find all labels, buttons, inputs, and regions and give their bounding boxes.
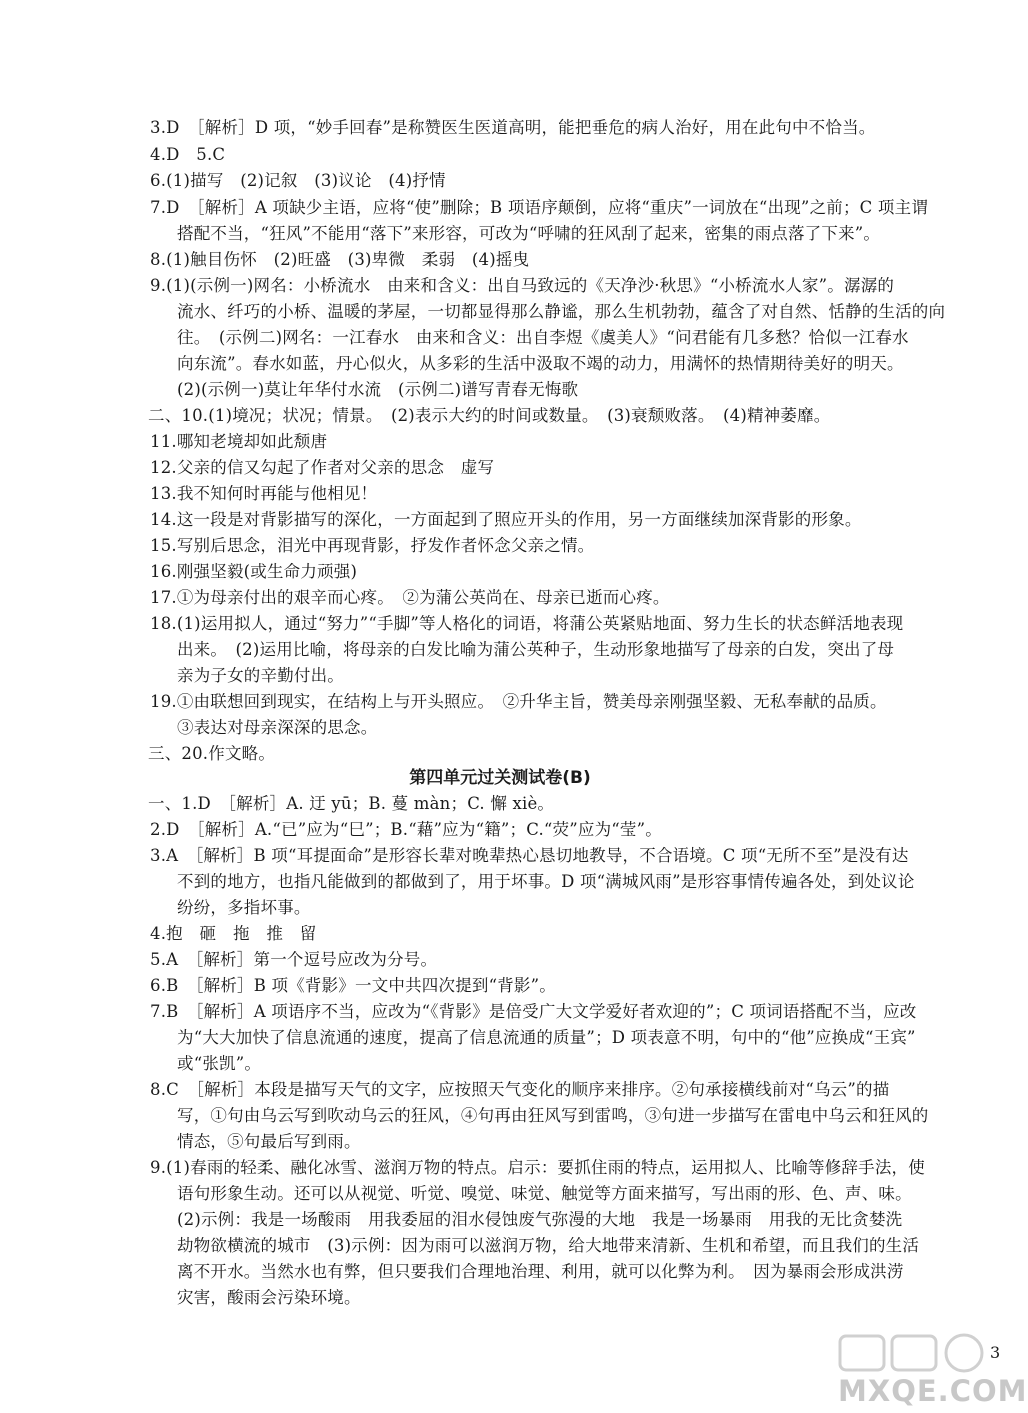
- text-line: 2.D ［解析］A.“已”应为“巳”；B.“藉”应为“籍”；C.“荧”应为“莹”。: [150, 820, 662, 839]
- text-line: 11.哪知老境却如此颓唐: [150, 432, 328, 451]
- text-line: 情态，⑤句最后写到雨。: [177, 1132, 361, 1151]
- text-line: 7.B ［解析］A 项语序不当，应改为“《背影》是倍受广大文学爱好者欢迎的”；C 项词语搭配不当，应改: [150, 1002, 917, 1021]
- text-line: 9.(1)(示例一)网名：小桥流水 由来和含义：出自马致远的《天净沙·秋思》“小桥流水人家”。潺潺的: [150, 276, 895, 295]
- text-line: 出来。 (2)运用比喻，将母亲的白发比喻为蒲公英种子，生动形象地描写了母亲的白发，突出了母: [177, 640, 895, 659]
- text-line: 12.父亲的信又勾起了作者对父亲的思念 虚写: [150, 458, 495, 477]
- text-line: 为“大大加快了信息流通的速度，提高了信息流通的质量”；D 项表意不明，句中的“他”应换成“王宾”: [177, 1028, 916, 1047]
- text-line: 流水、纤巧的小桥、温暖的茅屋，一切都显得那么静谧，那么生机勃勃，蕴含了对自然、恬静的生活的向: [177, 302, 946, 321]
- text-line: 亲为子女的辛勤付出。: [177, 666, 344, 685]
- text-line: 4.抱 砸 拖 推 留: [150, 924, 317, 943]
- text-line: 向东流”。春水如蓝，丹心似火，从多彩的生活中汲取不竭的动力，用满怀的热情期待美好的明天。: [177, 354, 904, 373]
- text-line: 13.我不知何时再能与他相见！: [150, 484, 378, 503]
- text-line: 三、20.作文略。: [148, 744, 276, 763]
- text-line: 4.D 5.C: [150, 145, 226, 164]
- text-line: 14.这一段是对背影描写的深化，一方面起到了照应开头的作用，另一方面继续加深背影的形象。: [150, 510, 862, 529]
- text-line: 19.①由联想回到现实，在结构上与开头照应。 ②升华主旨，赞美母亲刚强坚毅、无私奉献的品质。: [150, 692, 887, 711]
- text-line: 3.A ［解析］B 项“耳提面命”是形容长辈对晚辈热心恳切地教导，不合语境。C 项“无所不至”是没有达: [150, 846, 909, 865]
- text-line: 纷纷，多指坏事。: [177, 898, 311, 917]
- text-line: 6.B ［解析］B 项《背影》一文中共四次提到“背影”。: [150, 976, 556, 995]
- text-line: 8.(1)触目伤怀 (2)旺盛 (3)卑微 柔弱 (4)摇曳: [150, 250, 530, 269]
- text-line: 灾害，酸雨会污染环境。: [177, 1288, 361, 1307]
- section-title: 第四单元过关测试卷(B): [409, 768, 591, 788]
- text-line: 17.①为母亲付出的艰辛而心疼。 ②为蒲公英尚在、母亲已逝而心疼。: [150, 588, 670, 607]
- text-line: 搭配不当，“狂风”不能用“落下”来形容，可改为“呼啸的狂风刮了起来，密集的雨点落了下来”。: [177, 224, 881, 243]
- text-line: 或“张凯”。: [177, 1054, 262, 1073]
- text-line: 往。 (示例二)网名：一江春水 由来和含义：出自李煜《虞美人》“问君能有几多愁？恰似一江春水: [177, 328, 909, 347]
- text-line: (2)(示例一)莫让年华付水流 (示例二)谱写青春无悔歌: [177, 380, 579, 399]
- text-line: 写，①句由乌云写到吹动乌云的狂风，④句再由狂风写到雷鸣，③句进一步描写在雷电中乌云和狂风的: [177, 1106, 929, 1125]
- watermark-url: MXQE.COM: [838, 1374, 1028, 1408]
- text-line: 9.(1)春雨的轻柔、融化冰雪、滋润万物的特点。启示：要抓住雨的特点，运用拟人、比喻等修辞手法，使: [150, 1158, 925, 1177]
- text-line: 6.(1)描写 (2)记叙 (3)议论 (4)抒情: [150, 171, 446, 190]
- text-line: 二、10.(1)境况；状况；情景。 (2)表示大约的时间或数量。 (3)衰颓败落。 (4)精神萎靡。: [148, 406, 831, 425]
- text-line: 7.D ［解析］A 项缺少主语，应将“使”删除；B 项语序颠倒，应将“重庆”一词放在“出现”之前；C 项主谓: [150, 198, 929, 217]
- text-line: 离不开水。当然水也有弊，但只要我们合理地治理、利用，就可以化弊为利。 因为暴雨会形成洪涝: [177, 1262, 904, 1281]
- text-line: 15.写别后思念，泪光中再现背影，抒发作者怀念父亲之情。: [150, 536, 595, 555]
- text-line: 3.D ［解析］D 项，“妙手回春”是称赞医生医道高明，能把垂危的病人治好，用在此句中不恰当。: [150, 118, 876, 137]
- page-number: 3: [990, 1343, 1001, 1362]
- text-line: 16.刚强坚毅(或生命力顽强): [150, 562, 358, 581]
- text-line: 语句形象生动。还可以从视觉、听觉、嗅觉、味觉、触觉等方面来描写，写出雨的形、色、声、味。: [177, 1184, 912, 1203]
- text-line: 劫物欲横流的城市 (3)示例：因为雨可以滋润万物，给大地带来清新、生机和希望，而且我们的生活: [177, 1236, 920, 1255]
- text-line: 8.C ［解析］本段是描写天气的文字，应按照天气变化的顺序来排序。②句承接横线前对“乌云”的描: [150, 1080, 890, 1099]
- text-line: ③表达对母亲深深的思念。: [177, 718, 378, 737]
- text-line: 一、1.D ［解析］A. 迂 yū；B. 蔓 màn；C. 懈 xiè。: [148, 794, 555, 813]
- text-line: 不到的地方，也指凡能做到的都做到了，用于坏事。D 项“满城风雨”是形容事情传遍各处，到处议论: [177, 872, 915, 891]
- text-line: 18.(1)运用拟人，通过“努力”“手脚”等人格化的词语，将蒲公英紧贴地面、努力生长的状态鲜活地表现: [150, 614, 904, 633]
- text-line: 5.A ［解析］第一个逗号应改为分号。: [150, 950, 438, 969]
- text-line: (2)示例：我是一场酸雨 用我委屈的泪水侵蚀废气弥漫的大地 我是一场暴雨 用我的无比贪婪洗: [177, 1210, 903, 1229]
